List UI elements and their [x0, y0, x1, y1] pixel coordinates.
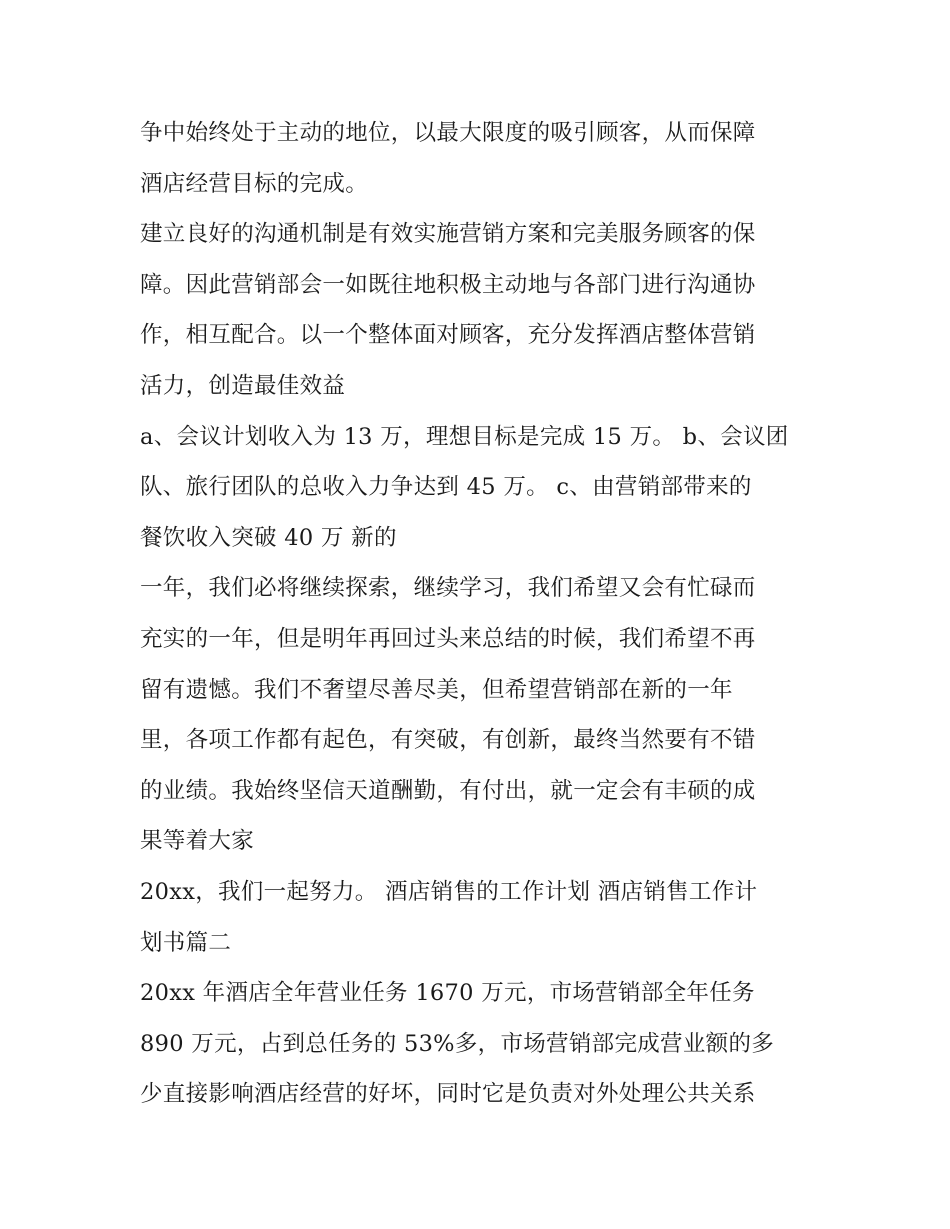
text-line: 争中始终处于主动的地位，以最大限度的吸引顾客，从而保障: [140, 120, 756, 146]
text-line: 少直接影响酒店经营的好坏，同时它是负责对外处理公共关系: [140, 1081, 756, 1108]
text-line: 障。因此营销部会一如既往地积极主动地与各部门进行沟通协: [140, 271, 756, 298]
text-line: 充实的一年，但是明年再回过头来总结的时候，我们希望不再: [140, 625, 756, 652]
text-line: 酒店经营目标的完成。: [140, 170, 369, 197]
text-line: 作，相互配合。以一个整体面对顾客，充分发挥酒店整体营销: [140, 322, 756, 349]
text-line: 一年，我们必将继续探索，继续学习，我们希望又会有忙碌而: [140, 575, 756, 602]
text-line: 890 万元，占到总任务的 53%多，市场营销部完成营业额的多: [140, 1030, 775, 1057]
text-line: 队、旅行团队的总收入力争达到 45 万。 c、由营销部带来的: [140, 474, 752, 501]
text-line: 划书篇二: [140, 929, 232, 956]
text-line: 餐饮收入突破 40 万 新的: [140, 524, 397, 551]
text-line: 活力，创造最佳效益: [140, 372, 346, 399]
text-line: 建立良好的沟通机制是有效实施营销方案和完美服务顾客的保: [140, 221, 756, 248]
text-line: 的业绩。我始终坚信天道酬勤，有付出，就一定会有丰硕的成: [140, 777, 756, 804]
text-line: 20xx 年酒店全年营业任务 1670 万元，市场营销部全年任务: [140, 980, 755, 1007]
text-line: 留有遗憾。我们不奢望尽善尽美，但希望营销部在新的一年: [140, 676, 733, 703]
text-line: 果等着大家: [140, 828, 255, 855]
text-line: a、会议计划收入为 13 万，理想目标是完成 15 万。 b、会议团: [140, 423, 789, 450]
text-line: 20xx，我们一起努力。 酒店销售的工作计划 酒店销售工作计: [140, 878, 758, 905]
document-body: [140, 108, 830, 1120]
text-line: 里，各项工作都有起色，有突破，有创新，最终当然要有不错: [140, 727, 756, 754]
